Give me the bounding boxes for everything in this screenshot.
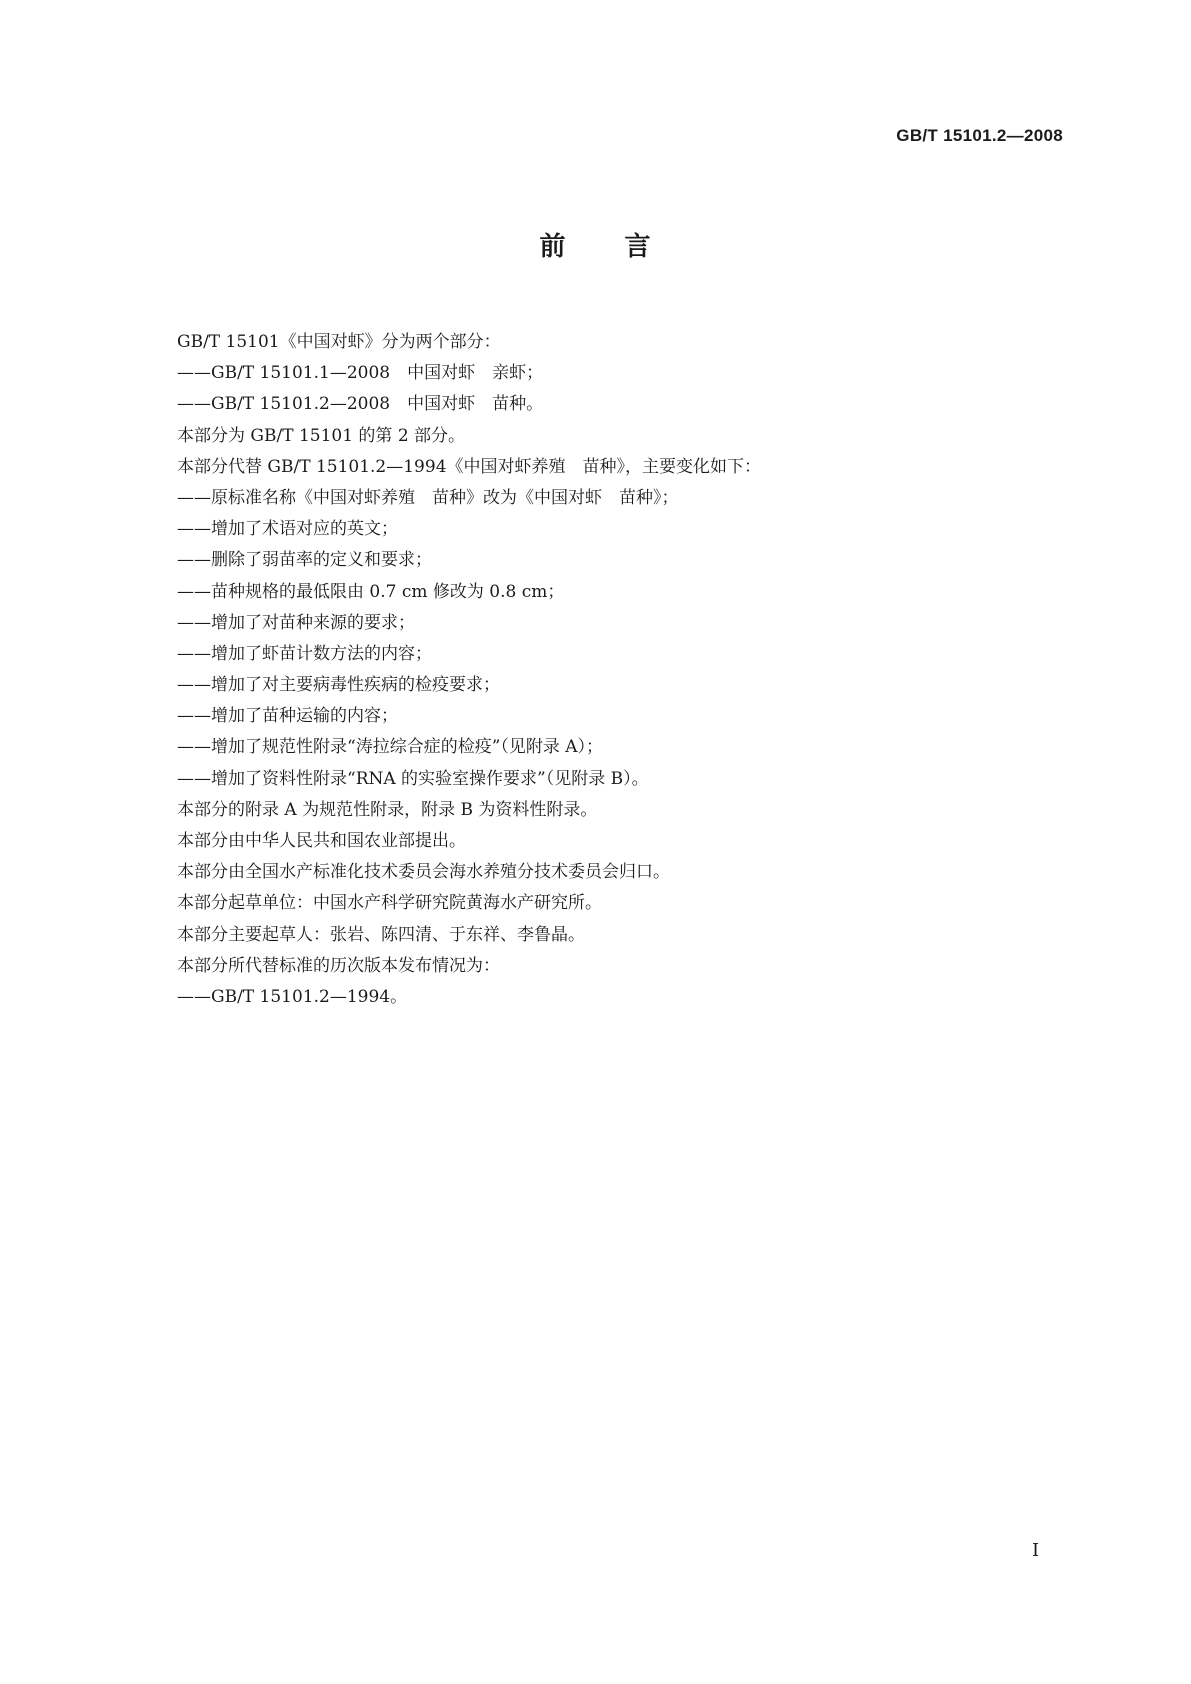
body-line: ——原标准名称《中国对虾养殖 苗种》改为《中国对虾 苗种》； bbox=[177, 487, 679, 508]
body-line: 本部分代替 GB/T 15101.2—1994《中国对虾养殖 苗种》，主要变化如下： bbox=[177, 456, 762, 477]
body-line: ——GB/T 15101.2—2008 中国对虾 苗种。 bbox=[177, 394, 544, 415]
title-char-1: 前 bbox=[539, 232, 567, 262]
body-line: 本部分主要起草人：张岩、陈四清、于东祥、李鲁晶。 bbox=[177, 924, 585, 945]
body-line: GB/T 15101《中国对虾》分为两个部分： bbox=[177, 332, 501, 352]
body-line: 本部分由全国水产标准化技术委员会海水养殖分技术委员会归口。 bbox=[177, 862, 670, 883]
body-line: 本部分由中华人民共和国农业部提出。 bbox=[177, 831, 466, 851]
page-number: I bbox=[1032, 1540, 1040, 1561]
body-line: 本部分为 GB/T 15101 的第 2 部分。 bbox=[177, 425, 466, 446]
body-line: ——增加了规范性附录“涛拉综合症的检疫”（见附录 A）； bbox=[177, 737, 604, 758]
body-line: ——增加了苗种运输的内容； bbox=[177, 706, 398, 727]
body-line: ——GB/T 15101.1—2008 中国对虾 亲虾； bbox=[177, 363, 544, 384]
body-line: ——增加了术语对应的英文； bbox=[177, 519, 398, 540]
page-title bbox=[0, 226, 1191, 263]
body-line: ——增加了资料性附录“RNA 的实验室操作要求”（见附录 B）。 bbox=[177, 768, 649, 789]
body-line: ——增加了对主要病毒性疾病的检疫要求； bbox=[177, 675, 500, 696]
title-char-2: 言 bbox=[624, 232, 652, 262]
body-line: 本部分所代替标准的历次版本发布情况为： bbox=[177, 955, 500, 976]
body-line: ——苗种规格的最低限由 0.7 cm 修改为 0.8 cm； bbox=[177, 581, 565, 602]
body-line: ——增加了虾苗计数方法的内容； bbox=[177, 643, 432, 664]
standard-code: GB/T 15101.2—2008 bbox=[896, 126, 1063, 145]
foreword-body bbox=[177, 327, 1057, 1013]
body-line: ——GB/T 15101.2—1994。 bbox=[177, 986, 408, 1007]
body-line: ——删除了弱苗率的定义和要求； bbox=[177, 550, 432, 571]
body-line: 本部分起草单位：中国水产科学研究院黄海水产研究所。 bbox=[177, 893, 602, 914]
body-line: 本部分的附录 A 为规范性附录，附录 B 为资料性附录。 bbox=[177, 799, 598, 820]
body-line: ——增加了对苗种来源的要求； bbox=[177, 612, 415, 633]
